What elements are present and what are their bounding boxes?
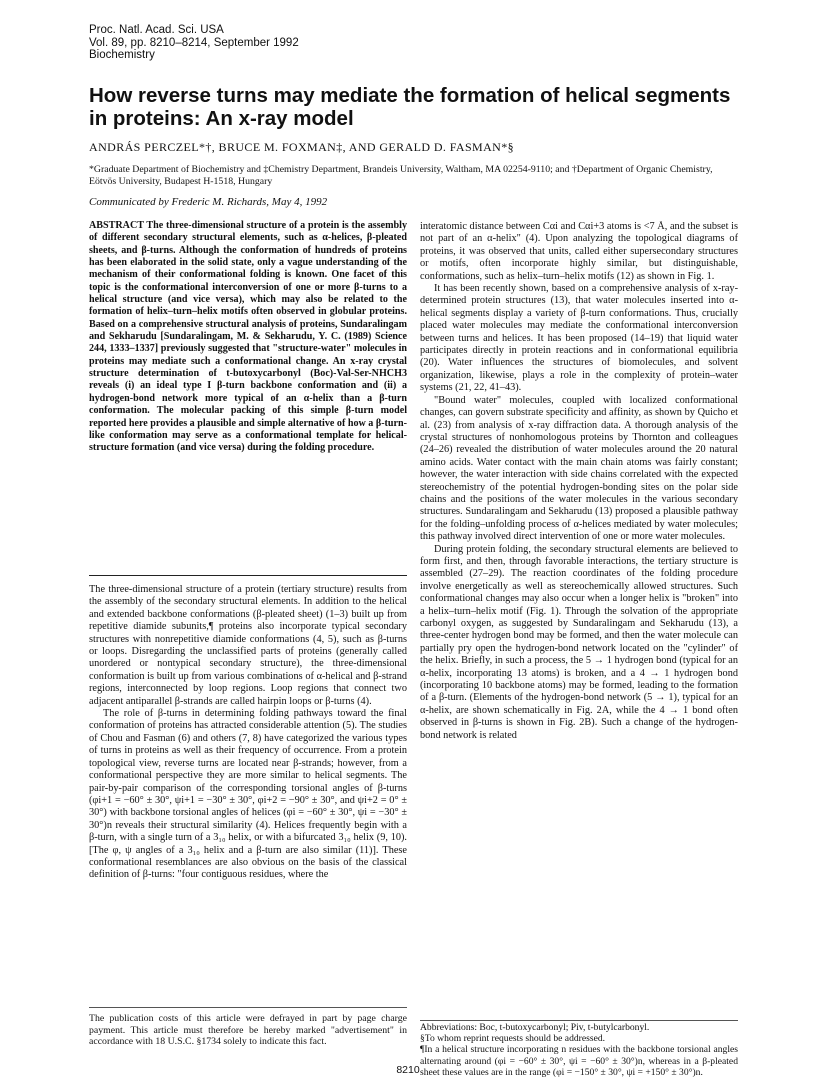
- paragraph: "Bound water" molecules, coupled with localized conformational changes, can govern substrate specificity and affinity, as shown by Quicho et al. (23) from analysis of x-ray diffraction data. A thorough analysis of the crystal structures of nonhomologous proteins by Thornton and colleagues (24–26) revealed the distribution of water molecules around the 20 natural amino acids. Water contact with the main chain atoms was fairly constant; however, the water interaction with side chains correlated with the expected stereochemistry of the potential hydrogen-bonding sites on the polar side chains and the positions of the water molecules in the various secondary structures. Sundaralingam and Sekharudu (13) proposed a plausible pathway for the folding–unfolding process of α-helices mediated by water molecules; this pathway involved direct intervention of one or more water molecules.: [420, 394, 738, 543]
- footnote-divider-right: [420, 1020, 738, 1021]
- abstract-divider: [89, 575, 407, 576]
- footnote-reprints: §To whom reprint requests should be addressed.: [420, 1033, 606, 1045]
- affiliations: *Graduate Department of Biochemistry and ‡Chemistry Department, Brandeis University, Waltham, MA 02254-9110; and †Department of Organic Chemistry, Eötvös University, Budapest H-1518, Hungary: [89, 164, 713, 187]
- page-number: 8210: [396, 1064, 420, 1076]
- body-column-left: [89, 584, 407, 1000]
- footnote-divider-left: [89, 1007, 407, 1008]
- journal-section: Biochemistry: [89, 49, 155, 61]
- journal-volume: Vol. 89, pp. 8210–8214, September 1992: [89, 36, 299, 49]
- footnote-helical: ¶In a helical structure incorporating n residues with the backbone torsional angles alternating around (φi = −60° ± 30°, ψi = −60° ± 30°)n, whereas in a β-pleated sheet these values are in the range (φi = −150° ± 30°, ψi = +150° ± 30°)n.: [420, 1044, 738, 1078]
- authors: ANDRÁS PERCZEL*†, BRUCE M. FOXMAN‡, AND GERALD D. FASMAN*§: [89, 140, 515, 154]
- paragraph: It has been recently shown, based on a comprehensive analysis of x-ray-determined protein structures (13), that water molecules inserted into α-helical segments display a variety of β-turn conformations. Thus, crucially placed water molecules may mediate the conformational interconversion between turns and helices. It has been proposed (14–19) that liquid water participates directly in protein reactions and in conformational equilibria (20). Water influences the structures of biomolecules, and solvent organization, likewise, plays a role in the complexity of protein–water systems (21, 22, 41–43).: [420, 283, 738, 394]
- journal-name: Proc. Natl. Acad. Sci. USA: [89, 24, 224, 36]
- footnote-abbreviations: Abbreviations: Boc, t-butoxycarbonyl; Piv, t-butylcarbonyl.: [420, 1022, 650, 1033]
- paragraph: During protein folding, the secondary structural elements are believed to form first, and then, through favorable interactions, the tertiary structure is assembled (27–29). The reaction coordinates of the folding procedure involve energetically as well as stereochemically allowed structures. Such conformational changes may also occur when a longer helix is "broken" into a helix–turn–helix motif (Fig. 1). Through the solvation of the appropriate carbonyl oxygen, as suggested by Sundaralingam and Sekharudu (13), a three-center hydrogen bond may be formed, and then the water molecule can partially pry open the hydrogen-bond network located on the "cylinder" of the helix. Briefly, in such a process, the 5 → 1 hydrogen bond (typical for an α-helix, incorporating 13 atoms) is broken, and a 4 → 1 hydrogen bond (incorporating 10 backbone atoms) may be formed, leading to the formation of a β-turn. (Elements of the hydrogen-bond network (5 → 1), typical for an α-helix, are shown schematically in Fig. 2A, while the 4 → 1 bond often observed in β-turns is shown in Fig. 2B). Such a change of the hydrogen-bond network is related: [420, 543, 738, 741]
- body-column-right: [420, 221, 738, 1014]
- paragraph: interatomic distance between Cαi and Cαi+3 atoms is <7 Å, and the subset is not part of an α-helix" (4). Upon analyzing the topological diagrams of proteins, it was observed that units, called either supersecondary structures or motifs, often incorporate highly similar, but distinguishable, conformations, such as helix–turn–helix motifs (12) as shown in Fig. 1.: [420, 221, 738, 282]
- abstract: ABSTRACT The three-dimensional structure of a protein is the assembly of different secondary structural elements, such as α-helices, β-pleated sheets, and β-turns. Although the conformation of hundreds of proteins has been elaborated in the solid state, only a vague understanding of the mechanism of their conformational folding is known. One facet of this topic is the conformational interconversion of one or more β-turns to a helical structure (and vice versa), which may also be related to the formation of helix–turn–helix motifs often observed in globular proteins. Based on a comprehensive structural analysis of proteins, Sundaralingam and Sekharudu [Sundaralingam, M. & Sekharudu, Y. C. (1989) Science 244, 1333–1337] previously suggested that "structure-water" molecules in proteins may mediate such a conformational change. An x-ray crystal structure determination of t-butoxycarbonyl (Boc)-Val-Ser-NHCH3 reveals (i) an ideal type I β-turn backbone conformation and (ii) a hydrogen-bond network more typical of an α-helix than a β-turn conformation. The molecular packing of this simple β-turn model reported here provides a plausible and simple alternative of how a β-turn-like conformation may serve as a conformational template for helical-structure formation (and vice versa) during the folding procedure.: [89, 220, 407, 454]
- article-title: How reverse turns may mediate the formation of helical segments in proteins: An x-ray model: [89, 84, 731, 130]
- paragraph: The role of β-turns in determining folding pathways toward the final conformation of proteins has attracted considerable attention (5). The studies of Chou and Fasman (6) and others (7, 8) have categorized the various types of turns in proteins as well as their frequency of occurrence. From a protein topological view, reverse turns are located near β-strands; however, from a conformational perspective they are more similar to helical segments. The pair-by-pair comparison of the corresponding torsional angles of β-turns (φi+1 = −60° ± 30°, ψi+1 = −30° ± 30°, φi+2 = −90° ± 30°, and ψi+2 = 0° ± 30°) with backbone torsional angles of helices (φi = −60° ± 30°, ψi = −30° ± 30°)n reveals their structural similarity (4). Helices frequently begin with a β-turn, with a single turn of a 3₁₀ helix, or with a bifurcated 3₁₀ helix (9, 10). [The φ, ψ angles of a 3₁₀ helix and a β-turn are also similar (11)]. These conformational resemblances are also obvious on the basis of the classical definition of β-turns: "four contiguous residues, where the: [89, 708, 407, 881]
- publication-note: The publication costs of this article were defrayed in part by page charge payment. This article must therefore be hereby marked "advertisement" in accordance with 18 U.S.C. §1734 solely to indicate this fact.: [89, 1013, 407, 1047]
- paragraph: The three-dimensional structure of a protein (tertiary structure) results from the assembly of the secondary structural elements. In addition to the helical and extended backbone conformations (β-pleated sheet) (1–3) built up from repetitive diamide subunits,¶ proteins also incorporate typical secondary structures with nonrepetitive diamide conformations (4, 5), such as β-turns or loops. Disregarding the unclassified parts of proteins (generally called unordered or nontypical secondary structure), the three-dimensional conformation is built up from various combinations of α-helical and β-strand regions, interconnected by loop regions. Loop regions that connect two adjacent antiparallel β-strands are called hairpin loops or β-turns (4).: [89, 584, 407, 707]
- journal-header: [89, 24, 299, 62]
- communicated-by: Communicated by Frederic M. Richards, May 4, 1992: [89, 196, 328, 208]
